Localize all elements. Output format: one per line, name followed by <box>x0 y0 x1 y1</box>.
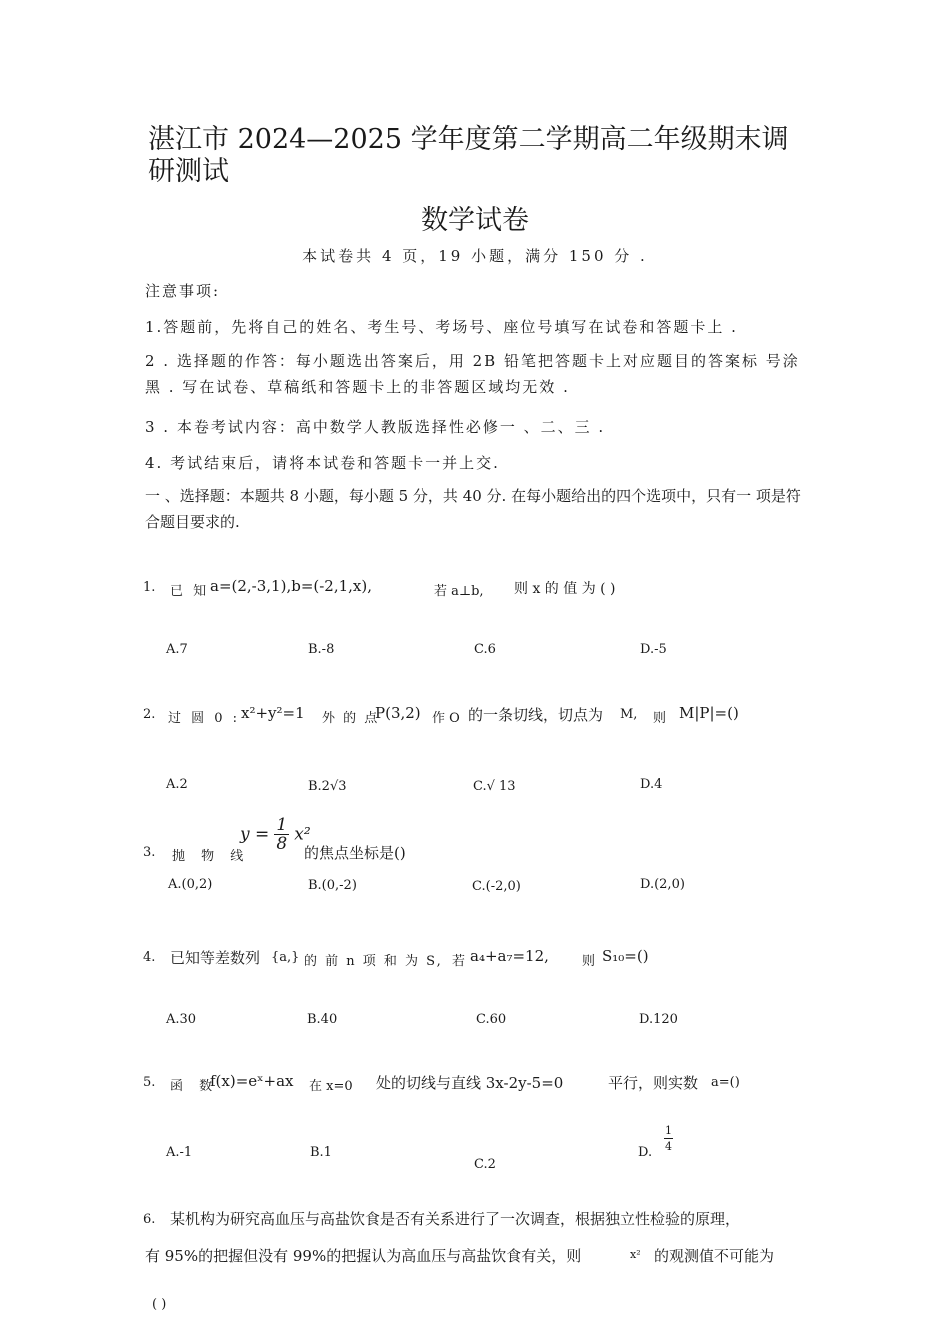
option-b[interactable]: B.1 <box>310 1145 332 1160</box>
option-a[interactable]: A.-1 <box>166 1145 193 1160</box>
option-a[interactable]: A.(0,2) <box>168 877 213 892</box>
question-math: x²+y²=1 <box>241 704 305 722</box>
question-text: 作 O <box>432 711 460 726</box>
document-title: 湛江市 2024—2025 学年度第二学期高二年级期末调研测试 <box>148 124 789 187</box>
option-d-label: D. <box>638 1145 653 1160</box>
fraction-denominator: 8 <box>276 834 288 854</box>
option-c[interactable]: C.60 <box>476 1012 507 1027</box>
option-b[interactable]: B.2√3 <box>308 779 347 794</box>
question-text: 函 数 <box>170 1079 219 1094</box>
question-text: 若 <box>452 954 466 969</box>
question-math: {a,} <box>271 950 300 965</box>
question-math: a₄+a₇=12, <box>470 947 549 965</box>
option-c[interactable]: C.√ 13 <box>473 779 516 794</box>
option-c[interactable]: C.(-2,0) <box>472 879 521 894</box>
option-b[interactable]: B.-8 <box>308 642 335 657</box>
fraction-numerator: 1 <box>276 815 288 835</box>
question-number: 2. <box>143 707 156 722</box>
question-math: P(3,2) <box>375 704 421 722</box>
question-text: 处的切线与直线 3x-2y-5=0 <box>376 1074 564 1092</box>
question-text: 则 <box>582 954 596 969</box>
question-number: 5. <box>143 1075 156 1090</box>
exam-info: 本试卷共 4 页，19 小题，满分 150 分 . <box>302 247 648 265</box>
question-text: 的一条切线，切点为 <box>468 706 604 724</box>
question-math: x² <box>630 1248 641 1261</box>
question-math: M|P|=() <box>679 704 739 722</box>
question-text: M, <box>620 707 638 722</box>
question-math: a=() <box>711 1075 740 1090</box>
question-text: 已 知 <box>170 584 210 599</box>
fraction-denominator: 4 <box>665 1140 672 1153</box>
document-subtitle: 数学试卷 <box>421 205 529 236</box>
question-number: 1. <box>143 580 156 595</box>
equation-lhs: y = <box>240 824 270 845</box>
option-c[interactable]: C.2 <box>474 1157 496 1172</box>
option-a[interactable]: A.7 <box>166 642 188 657</box>
question-text: 的焦点坐标是() <box>304 844 406 862</box>
question-math: S₁₀=() <box>602 947 649 965</box>
question-text: 抛 物 线 <box>172 849 250 864</box>
parabola-equation <box>240 816 311 853</box>
note-item-3: 3 . 本卷考试内容：高中数学人教版选择性必修一 、二、三 . <box>145 418 606 436</box>
note-item-2: 2 . 选择题的作答：每小题选出答案后，用 2B 铅笔把答题卡上对应题目的答案标 号涂黑 . 写在试卷、草稿纸和答题卡上的非答题区域均无效 . <box>145 352 800 396</box>
option-d[interactable]: D.(2,0) <box>640 877 685 892</box>
answer-blank: ( ) <box>152 1297 167 1312</box>
question-text: 外 的 点 <box>322 711 380 726</box>
question-text: 过 圆 0 : <box>168 711 241 726</box>
question-text: 某机构为研究高血压与高盐饮食是否有关系进行了一次调查，根据独立性检验的原理， <box>170 1210 741 1228</box>
question-number: 4. <box>143 950 156 965</box>
question-text: 的 前 n 项 和 为 S, <box>304 954 443 969</box>
option-a[interactable]: A.30 <box>166 1012 197 1027</box>
question-number: 6. <box>143 1212 156 1227</box>
question-text: 平行，则实数 <box>608 1074 699 1092</box>
question-text: 则 <box>653 711 667 726</box>
option-d-fraction <box>664 1124 673 1155</box>
notes-heading: 注意事项: <box>145 282 221 300</box>
option-a[interactable]: A.2 <box>166 777 188 792</box>
question-text: 的观测值不可能为 <box>654 1247 775 1265</box>
question-math: f(x)=eˣ+ax <box>210 1072 294 1090</box>
fraction <box>274 816 289 853</box>
question-math: a=(2,-3,1),b=(-2,1,x), <box>210 577 373 595</box>
question-text: 若 a⊥b, <box>434 584 484 599</box>
note-item-4: 4. 考试结束后，请将本试卷和答题卡一并上交. <box>145 454 500 472</box>
equation-term: x² <box>294 824 311 845</box>
question-text: 已知等差数列 <box>170 949 261 967</box>
question-text: 有 95%的把握但没有 99%的把握认为高血压与高盐饮食有关，则 <box>145 1247 582 1265</box>
option-c[interactable]: C.6 <box>474 642 496 657</box>
question-number: 3. <box>143 845 156 860</box>
option-d[interactable] <box>638 1145 652 1160</box>
fraction-numerator: 1 <box>665 1124 672 1137</box>
question-text: 则 x 的 值 为 ( ) <box>514 581 616 597</box>
option-b[interactable]: B.(0,-2) <box>308 878 357 893</box>
section-intro: 一 、选择题：本题共 8 小题，每小题 5 分，共 40 分. 在每小题给出的四个选项中，只有一 项是符合题目要求的. <box>145 487 801 531</box>
note-item-1: 1.答题前，先将自己的姓名、考生号、考场号、座位号填写在试卷和答题卡上 . <box>145 318 738 336</box>
option-d[interactable]: D.4 <box>640 777 663 792</box>
option-d[interactable]: D.120 <box>639 1012 678 1027</box>
option-d[interactable]: D.-5 <box>640 642 667 657</box>
question-text: 在 x=0 <box>309 1079 353 1094</box>
option-b[interactable]: B.40 <box>307 1012 338 1027</box>
